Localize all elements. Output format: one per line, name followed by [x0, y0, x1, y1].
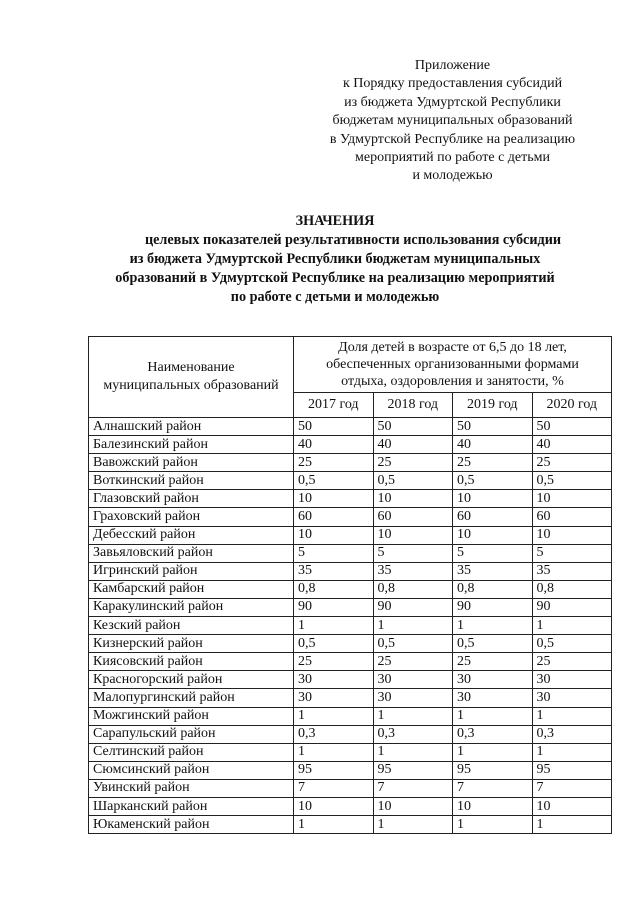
value-cell: 30 — [373, 671, 453, 689]
value-cell: 10 — [294, 490, 374, 508]
year-header: 2018 год — [373, 393, 453, 418]
value-cell: 25 — [532, 653, 612, 671]
value-cell: 95 — [532, 761, 612, 779]
value-cell: 35 — [373, 562, 453, 580]
value-cell: 0,8 — [532, 580, 612, 598]
table-row — [89, 725, 612, 743]
municipality-name: Каракулинский район — [89, 598, 294, 616]
value-cell: 1 — [453, 743, 533, 761]
municipality-name: Балезинский район — [89, 436, 294, 454]
value-cell: 1 — [294, 707, 374, 725]
table-row — [89, 490, 612, 508]
value-cell: 50 — [532, 418, 612, 436]
title-line: из бюджета Удмуртской Республики бюджетам муниципальных — [129, 251, 541, 267]
value-cell: 7 — [453, 779, 533, 797]
title-line: по работе с детьми и молодежью — [230, 289, 440, 305]
value-cell: 1 — [373, 816, 453, 834]
value-cell: 1 — [373, 743, 453, 761]
value-cell: 0,5 — [453, 635, 533, 653]
name-header-line: муниципальных образований — [103, 378, 279, 393]
value-cell: 0,5 — [373, 472, 453, 490]
value-cell: 50 — [373, 418, 453, 436]
value-cell: 0,5 — [294, 472, 374, 490]
value-cell: 90 — [532, 598, 612, 616]
value-cell: 25 — [373, 653, 453, 671]
year-header: 2017 год — [294, 393, 374, 418]
municipality-name: Селтинский район — [89, 743, 294, 761]
value-cell: 1 — [532, 617, 612, 635]
table-row — [89, 761, 612, 779]
value-cell: 30 — [453, 689, 533, 707]
document-title — [70, 212, 600, 307]
value-cell: 10 — [532, 797, 612, 815]
title-line: образований в Удмуртской Республике на реализацию мероприятий — [115, 270, 555, 286]
value-cell: 10 — [453, 797, 533, 815]
value-cell: 95 — [373, 761, 453, 779]
value-cell: 0,3 — [453, 725, 533, 743]
table-row — [89, 653, 612, 671]
value-cell: 10 — [453, 490, 533, 508]
appendix-line: и молодежью — [412, 168, 493, 184]
value-cell: 60 — [294, 508, 374, 526]
name-column-header — [89, 337, 294, 418]
share-header-line: обеспеченных организованными формами — [326, 357, 579, 372]
appendix-line: бюджетам муниципальных образований — [332, 113, 573, 129]
municipality-name: Дебесский район — [89, 526, 294, 544]
share-header-line: Доля детей в возрасте от 6,5 до 18 лет, — [338, 340, 567, 355]
value-cell: 25 — [453, 653, 533, 671]
name-header-line: Наименование — [147, 360, 235, 375]
municipality-name: Можгинский район — [89, 707, 294, 725]
value-cell: 0,5 — [294, 635, 374, 653]
value-cell: 1 — [453, 707, 533, 725]
year-header: 2020 год — [532, 393, 612, 418]
value-cell: 1 — [453, 617, 533, 635]
value-cell: 0,8 — [373, 580, 453, 598]
value-cell: 50 — [453, 418, 533, 436]
municipality-name: Киясовский район — [89, 653, 294, 671]
value-cell: 1 — [532, 816, 612, 834]
value-cell: 60 — [532, 508, 612, 526]
value-cell: 25 — [532, 454, 612, 472]
value-cell: 30 — [532, 689, 612, 707]
value-cell: 30 — [532, 671, 612, 689]
value-cell: 1 — [532, 743, 612, 761]
value-cell: 25 — [373, 454, 453, 472]
share-header-line: отдыха, оздоровления и занятости, % — [341, 374, 564, 389]
value-cell: 35 — [453, 562, 533, 580]
table-row — [89, 671, 612, 689]
value-cell: 35 — [532, 562, 612, 580]
table-row — [89, 472, 612, 490]
municipality-name: Малопургинский район — [89, 689, 294, 707]
table-row — [89, 635, 612, 653]
appendix-line: из бюджета Удмуртской Республики — [344, 94, 561, 110]
value-cell: 0,8 — [453, 580, 533, 598]
value-cell: 10 — [373, 797, 453, 815]
municipality-name: Завьяловский район — [89, 544, 294, 562]
table-row — [89, 598, 612, 616]
municipality-name: Сарапульский район — [89, 725, 294, 743]
appendix-note — [300, 57, 605, 186]
value-cell: 0,5 — [532, 635, 612, 653]
municipality-name: Вавожский район — [89, 454, 294, 472]
value-cell: 1 — [532, 707, 612, 725]
value-cell: 90 — [294, 598, 374, 616]
value-cell: 7 — [373, 779, 453, 797]
value-cell: 25 — [294, 653, 374, 671]
value-cell: 5 — [453, 544, 533, 562]
table-row — [89, 779, 612, 797]
value-cell: 7 — [294, 779, 374, 797]
table-row — [89, 418, 612, 436]
table-row — [89, 689, 612, 707]
title-heading: ЗНАЧЕНИЯ — [295, 213, 375, 229]
municipality-name: Алнашский район — [89, 418, 294, 436]
value-cell: 40 — [294, 436, 374, 454]
value-cell: 0,5 — [373, 635, 453, 653]
share-column-header — [294, 337, 612, 393]
municipality-name: Глазовский район — [89, 490, 294, 508]
value-cell: 10 — [373, 490, 453, 508]
value-cell: 5 — [532, 544, 612, 562]
value-cell: 95 — [294, 761, 374, 779]
municipality-name: Кизнерский район — [89, 635, 294, 653]
value-cell: 25 — [294, 454, 374, 472]
value-cell: 5 — [373, 544, 453, 562]
value-cell: 60 — [373, 508, 453, 526]
appendix-line: Приложение — [414, 58, 491, 73]
value-cell: 0,3 — [294, 725, 374, 743]
municipality-name: Сюмсинский район — [89, 761, 294, 779]
table-row — [89, 562, 612, 580]
value-cell: 10 — [294, 526, 374, 544]
value-cell: 0,3 — [532, 725, 612, 743]
table-row — [89, 707, 612, 725]
value-cell: 60 — [453, 508, 533, 526]
municipality-name: Камбарский район — [89, 580, 294, 598]
value-cell: 0,8 — [294, 580, 374, 598]
value-cell: 25 — [453, 454, 533, 472]
table-row — [89, 544, 612, 562]
value-cell: 10 — [373, 526, 453, 544]
title-line: целевых показателей результативности использования субсидии — [144, 232, 562, 248]
value-cell: 95 — [453, 761, 533, 779]
value-cell: 30 — [294, 671, 374, 689]
appendix-line: мероприятий по работе с детьми — [355, 150, 550, 166]
table-row — [89, 526, 612, 544]
year-header: 2019 год — [453, 393, 533, 418]
table-row — [89, 816, 612, 834]
value-cell: 1 — [453, 816, 533, 834]
value-cell: 90 — [373, 598, 453, 616]
value-cell: 0,3 — [373, 725, 453, 743]
municipality-name: Воткинский район — [89, 472, 294, 490]
value-cell: 35 — [294, 562, 374, 580]
value-cell: 30 — [453, 671, 533, 689]
municipality-name: Юкаменский район — [89, 816, 294, 834]
table-body — [89, 418, 612, 834]
table-row — [89, 743, 612, 761]
table-row — [89, 580, 612, 598]
municipality-name: Красногорский район — [89, 671, 294, 689]
value-cell: 30 — [373, 689, 453, 707]
table-row — [89, 617, 612, 635]
value-cell: 0,5 — [453, 472, 533, 490]
value-cell: 0,5 — [532, 472, 612, 490]
value-cell: 5 — [294, 544, 374, 562]
value-cell: 10 — [294, 797, 374, 815]
value-cell: 40 — [373, 436, 453, 454]
appendix-line: к Порядку предоставления субсидий — [342, 76, 563, 92]
municipality-name: Граховский район — [89, 508, 294, 526]
appendix-line: в Удмуртской Республике на реализацию — [329, 131, 576, 147]
municipality-name: Увинский район — [89, 779, 294, 797]
value-cell: 30 — [294, 689, 374, 707]
municipality-name: Игринский район — [89, 562, 294, 580]
values-table — [88, 336, 612, 834]
value-cell: 1 — [294, 617, 374, 635]
value-cell: 40 — [453, 436, 533, 454]
value-cell: 40 — [532, 436, 612, 454]
value-cell: 10 — [453, 526, 533, 544]
value-cell: 1 — [294, 743, 374, 761]
value-cell: 1 — [373, 617, 453, 635]
table-row — [89, 436, 612, 454]
municipality-name: Кезский район — [89, 617, 294, 635]
value-cell: 50 — [294, 418, 374, 436]
value-cell: 1 — [373, 707, 453, 725]
value-cell: 10 — [532, 490, 612, 508]
table-row — [89, 508, 612, 526]
municipality-name: Шарканский район — [89, 797, 294, 815]
value-cell: 7 — [532, 779, 612, 797]
value-cell: 1 — [294, 816, 374, 834]
value-cell: 90 — [453, 598, 533, 616]
table-row — [89, 797, 612, 815]
value-cell: 10 — [532, 526, 612, 544]
table-row — [89, 454, 612, 472]
